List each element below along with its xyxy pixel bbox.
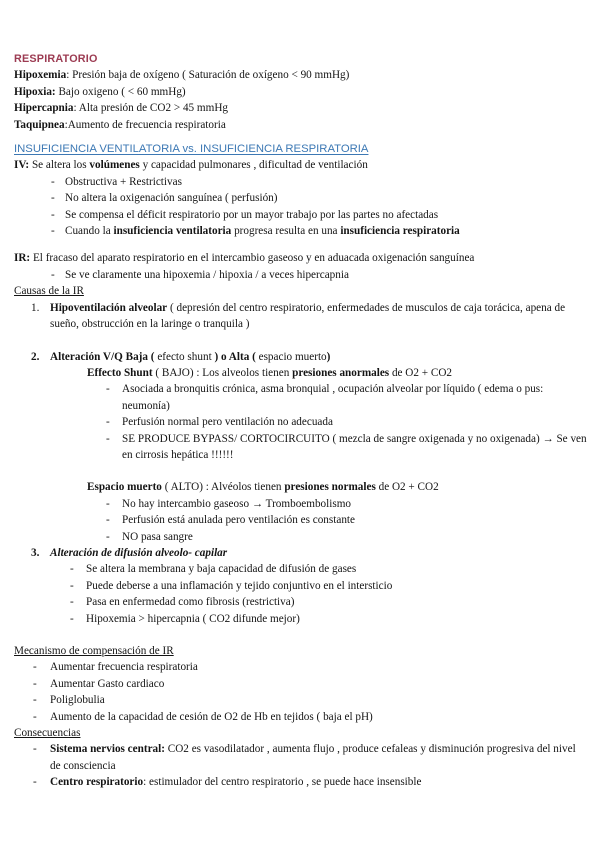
list-item: - Hipoxemia > hipercapnia ( CO2 difunde mejor) xyxy=(70,611,589,627)
causa-3-bullet-list xyxy=(14,561,589,627)
bullet-dash: - xyxy=(106,530,110,543)
bullet-dash: - xyxy=(51,192,55,205)
list-item: - No altera la oxigenación sanguínea ( perfusión) xyxy=(51,190,589,206)
list-item: - No hay intercambio gaseoso → Tromboembolismo xyxy=(106,496,589,512)
consecuencias-title: Consecuencias xyxy=(14,727,81,740)
list-item: - Aumento de la capacidad de cesión de O2 de Hb en tejidos ( baja el pH) xyxy=(33,709,589,725)
bullet-dash: - xyxy=(106,383,110,396)
section-title: RESPIRATORIO xyxy=(14,53,98,65)
bullet-dash: - xyxy=(33,710,37,723)
list-item: - Obstructiva + Restrictivas xyxy=(51,174,589,190)
ir-definition: IR: El fracaso del aparato respiratorio en el intercambio gaseoso y en aduacada oxigenación sanguínea xyxy=(14,252,475,265)
bullet-dash: - xyxy=(70,596,74,609)
bullet-dash: - xyxy=(33,694,37,707)
list-item: - Perfusión normal pero ventilación no adecuada xyxy=(106,414,589,430)
bullet-dash: - xyxy=(51,208,55,221)
bullet-dash: - xyxy=(106,514,110,527)
list-item: - Se compensa el déficit respiratorio por un mayor trabajo por las partes no afectadas xyxy=(51,207,589,223)
bullet-dash: - xyxy=(70,612,74,625)
bullet-dash: - xyxy=(106,416,110,429)
definition-hipercapnia: Hipercapnia: Alta presión de CO2 > 45 mmHg xyxy=(14,102,229,115)
bullet-dash: - xyxy=(106,497,110,510)
ir-bullet-list xyxy=(14,267,589,283)
list-item: - Se ve claramente una hipoxemia / hipoxia / a veces hipercapnia xyxy=(51,267,589,283)
mecanismo-bullet-list xyxy=(14,659,589,725)
list-item: - Pasa en enfermedad como fibrosis (restrictiva) xyxy=(70,594,589,610)
list-item: - Asociada a bronquitis crónica, asma bronquial , ocupación alveolar por líquido ( edema o pus: neumonía) xyxy=(106,383,544,412)
list-item: - Perfusión está anulada pero ventilación es constante xyxy=(106,512,589,528)
list-item: - Aumentar frecuencia respiratoria xyxy=(33,659,589,675)
shunt-bullet-list xyxy=(14,381,589,463)
heading-iv-vs-ir: INSUFICIENCIA VENTILATORIA vs. INSUFICIENCIA RESPIRATORIA xyxy=(14,143,369,156)
bullet-dash: - xyxy=(33,776,37,789)
causa-3: 3. Alteración de difusión alveolo- capilar xyxy=(31,546,228,559)
shunt-definition: Effecto Shunt ( BAJO) : Los alveolos tienen presiones anormales de O2 + CO2 xyxy=(87,366,453,379)
bullet-dash: - xyxy=(51,175,55,188)
bullet-dash: - xyxy=(106,432,110,445)
list-item: - Aumentar Gasto cardiaco xyxy=(33,676,589,692)
causa-1: 1. Hipoventilación alveolar ( depresión del centro respiratorio, enfermedades de musculos de caja torácica, apena de sueño, obstrucción en la laringe o tranquila ) xyxy=(31,301,566,331)
bullet-dash: - xyxy=(70,563,74,576)
bullet-dash: - xyxy=(51,268,55,281)
document-page xyxy=(14,51,589,791)
causas-title: Causas de la IR xyxy=(14,285,84,298)
list-item: - Se altera la membrana y baja capacidad de difusión de gases xyxy=(70,561,589,577)
espacio-muerto-definition: Espacio muerto ( ALTO) : Alvéolos tienen presiones normales de O2 + CO2 xyxy=(87,481,439,494)
espacio-muerto-bullet-list xyxy=(14,496,589,545)
causa-2: 2. Alteración V/Q Baja ( efecto shunt ) o Alta ( espacio muerto) xyxy=(31,350,331,363)
bullet-dash: - xyxy=(51,225,55,238)
list-item: - Cuando la insuficiencia ventilatoria progresa resulta en una insuficiencia respiratoria xyxy=(51,223,589,239)
bullet-dash: - xyxy=(33,743,37,756)
iv-bullet-list xyxy=(14,174,589,240)
list-item: - Poliglobulia xyxy=(33,692,589,708)
list-item: - NO pasa sangre xyxy=(106,529,589,545)
iv-definition: IV: Se altera los volúmenes y capacidad pulmonares , dificultad de ventilación xyxy=(14,159,368,172)
definition-hipoxemia: Hipoxemia: Presión baja de oxígeno ( Saturación de oxígeno < 90 mmHg) xyxy=(14,69,350,82)
bullet-dash: - xyxy=(33,661,37,674)
definition-taquipnea: Taquipnea:Aumento de frecuencia respiratoria xyxy=(14,118,226,131)
bullet-dash: - xyxy=(33,677,37,690)
mecanismo-title: Mecanismo de compensación de IR xyxy=(14,645,174,657)
definition-hipoxia: Hipoxia: Bajo oxigeno ( < 60 mmHg) xyxy=(14,85,186,98)
list-item: - Sistema nervios central: CO2 es vasodilatador , aumenta flujo , produce cefaleas y disminución progresiva del nivel de consciencia xyxy=(33,743,576,772)
list-item: - Centro respiratorio: estimulador del centro respiratorio , se puede hace insensible xyxy=(33,774,589,790)
list-item: - SE PRODUCE BYPASS/ CORTOCIRCUITO ( mezcla de sangre oxigenada y no oxigenada) → Se ven en cirrosis hepática !!!!!! xyxy=(106,432,587,461)
consecuencias-bullet-list xyxy=(14,741,589,790)
list-item: - Puede deberse a una inflamación y tejido conjuntivo en el intersticio xyxy=(70,578,589,594)
bullet-dash: - xyxy=(70,579,74,592)
